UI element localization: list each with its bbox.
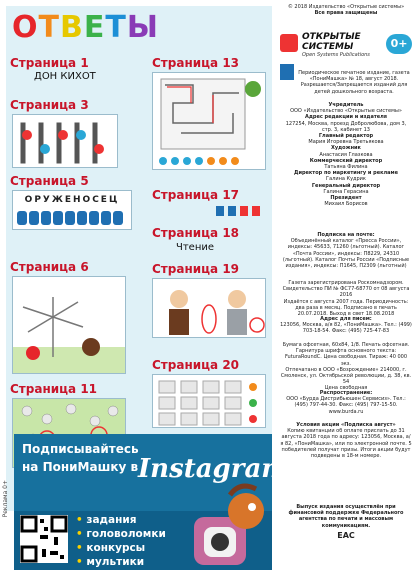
answer-image-page6	[12, 276, 126, 374]
answer-label-page17: Страница 17	[152, 188, 240, 202]
answer-image-page5	[12, 190, 132, 230]
answer-label-page19: Страница 19	[152, 262, 240, 276]
qr-code-icon[interactable]	[20, 515, 68, 563]
promo-bullets	[76, 513, 166, 569]
postal-text: 123056, Москва, а/я 82, «ПониМашка». Тел.: (499) 703-18-54. Факс: (495) 725-47-83	[280, 322, 412, 335]
general-director-header: Генеральный директор	[311, 182, 381, 189]
answer-label-page18: Страница 18	[152, 226, 240, 240]
title-letter: Т	[38, 10, 60, 45]
promo-bullet: • мультики	[76, 555, 166, 569]
imprint-top	[280, 4, 412, 16]
distribution-header: Распространение:	[319, 390, 373, 396]
publisher-brand	[280, 32, 384, 62]
page-title	[12, 10, 192, 50]
commercial-director-header: Коммерческий директор	[309, 157, 383, 164]
commercial-director-text: Татьяна Филина	[324, 164, 368, 171]
imprint-details	[280, 70, 412, 95]
answer-text-page18: Чтение	[176, 242, 215, 253]
chief-editor-text: Мария Игоревна Третьякова	[308, 139, 384, 146]
age-rating-badge: 0+	[386, 34, 412, 54]
chief-editor-header: Главный редактор	[318, 133, 374, 140]
imprint-staff	[280, 102, 412, 207]
answer-label-page11: Страница 11	[10, 382, 98, 396]
rights-text: Все права защищены	[314, 10, 378, 17]
answer-image-page19	[152, 278, 266, 338]
answer-label-page6: Страница 6	[10, 260, 89, 274]
contest-header: Условия акции «Подписка август»	[296, 422, 396, 428]
eac-mark: ЕАС	[337, 530, 355, 540]
imprint-contest	[280, 422, 412, 459]
pony-mascot-icon	[190, 481, 270, 567]
president-text: Михаил Борисов	[324, 201, 368, 208]
marketing-director-header: Директор по маркетингу и рекламе	[293, 170, 399, 177]
answer-image-page20	[152, 374, 266, 428]
instagram-wordmark: Instagram	[138, 454, 289, 484]
periodical-text: Периодическое печатное издание, газета «ПониМашка» № 18, август 2018.	[298, 70, 410, 83]
artist-header: Художник	[331, 145, 361, 152]
title-letter: Е	[83, 10, 106, 45]
imprint-funding	[280, 504, 412, 539]
promo-bullet: • головоломки	[76, 527, 166, 541]
general-director-text: Галина Герасина	[323, 188, 369, 195]
answer-text-page1: ДОН КИХОТ	[34, 71, 96, 82]
answer-word-page5: ОРУЖЕНОСЕЦ	[24, 195, 120, 205]
price-text: Цена свободная	[324, 385, 368, 392]
published-text: Издаётся с августа 2007 года. Периодичность: два раза в месяц. Подписано в печать 20.07.2018. Выход в свет 18.08.2018	[283, 298, 409, 318]
title-letter: Т	[105, 10, 127, 45]
founder-header: Учредитель	[328, 102, 364, 108]
answer-image-page17	[214, 202, 266, 220]
ad-label: Реклама 0+	[2, 480, 9, 518]
funding-text: Выпуск издания осуществлён при финансовой поддержке Федерального агентства по печати и массовым коммуникациям.	[288, 504, 404, 529]
answer-image-page3	[12, 114, 118, 168]
founder-text: ООО «Издательство «Открытые системы»	[290, 108, 402, 115]
subscribe-text: Объединённый каталог «Пресса России», индексы: 45633, 71260 (льготный). Каталог «Почта России», индексы: П8229, 24310 (льготный). Каталог Почты России «Подписные издания», индексы: П1645, П2309 (льготный)	[282, 238, 410, 270]
contest-text: Копию квитанции об оплате прислать до 31 августа 2018 года по адресу: 123056, Москва, а/я 82, «ПониМашка», или по электронной почте. 5 победителей получат призы. Итоги акции будут подведены в 18-м номере.	[280, 428, 412, 460]
subscribe-header: Подписка на почте:	[317, 232, 375, 238]
title-letter: Ы	[126, 10, 159, 45]
imprint-subscription	[280, 232, 412, 269]
registration-text: Газета зарегистрирована Роскомнадзором. Свидетельство ПИ № ФС77-68770 от 08 августа 2016	[282, 280, 410, 299]
president-header: Президент	[330, 195, 362, 202]
answer-label-page3: Страница 3	[10, 98, 89, 112]
answer-label-page1: Страница 1	[10, 56, 89, 70]
imprint-column	[280, 4, 412, 569]
instagram-promo-body	[14, 511, 272, 570]
distribution-text: ООО «Бурда Дистрибьюшен Сервисиз». Тел.: (495) 797-44-30. Факс: (495) 797-15-50. www.burda.ru	[286, 396, 406, 415]
artist-text: Анастасия Глазкова	[319, 151, 373, 158]
answer-label-page20: Страница 20	[152, 358, 240, 372]
printing-text: Отпечатано в ООО «Возрождение» 214000, г. Смоленск, ул. Октябрьской революции, д. 38, кв. 54	[280, 366, 412, 386]
answer-label-page5: Страница 5	[10, 174, 89, 188]
address-text: 127254, Москва, проезд Добролюбова, дом 3, стр. 3, кабинет 13	[285, 120, 407, 133]
title-letter: В	[59, 10, 84, 45]
imprint-registration	[280, 280, 412, 317]
promo-bullet: • конкурсы	[76, 541, 166, 555]
marketing-director-text: Галина Кудрик	[326, 176, 366, 183]
answer-label-page13: Страница 13	[152, 56, 240, 70]
promo-bullet: • задания	[76, 513, 166, 527]
answer-image-page13	[152, 72, 266, 170]
imprint-distribution	[280, 390, 412, 415]
imprint-printing	[280, 342, 412, 392]
copyright-text: © 2018 Издательство «Открытые системы»	[287, 4, 405, 10]
paper-text: Бумага офсетная, 60x84, 1/8. Печать офсетная. Гарнитура шрифта основного текста: FuturaRoundC. Цена свободная. Тираж: 40 000 экз.	[282, 342, 410, 367]
publisher-logo	[280, 34, 298, 52]
promo-line2: на ПониМашку в	[22, 460, 139, 474]
title-letter: О	[12, 10, 39, 45]
address-header: Адрес редакции и издателя	[304, 114, 388, 121]
publisher-subtitle: Open Systems Publications	[302, 52, 370, 58]
publisher-name: ОТКРЫТЫЕ СИСТЕМЫ	[302, 32, 361, 52]
postal-header: Адрес для писем:	[320, 316, 372, 322]
imprint-postal	[280, 316, 412, 335]
promo-line1: Подписывайтесь	[22, 442, 139, 456]
allowed-text: Разрешается/Запрещается изданий для детей дошкольного возраста.	[300, 82, 408, 95]
